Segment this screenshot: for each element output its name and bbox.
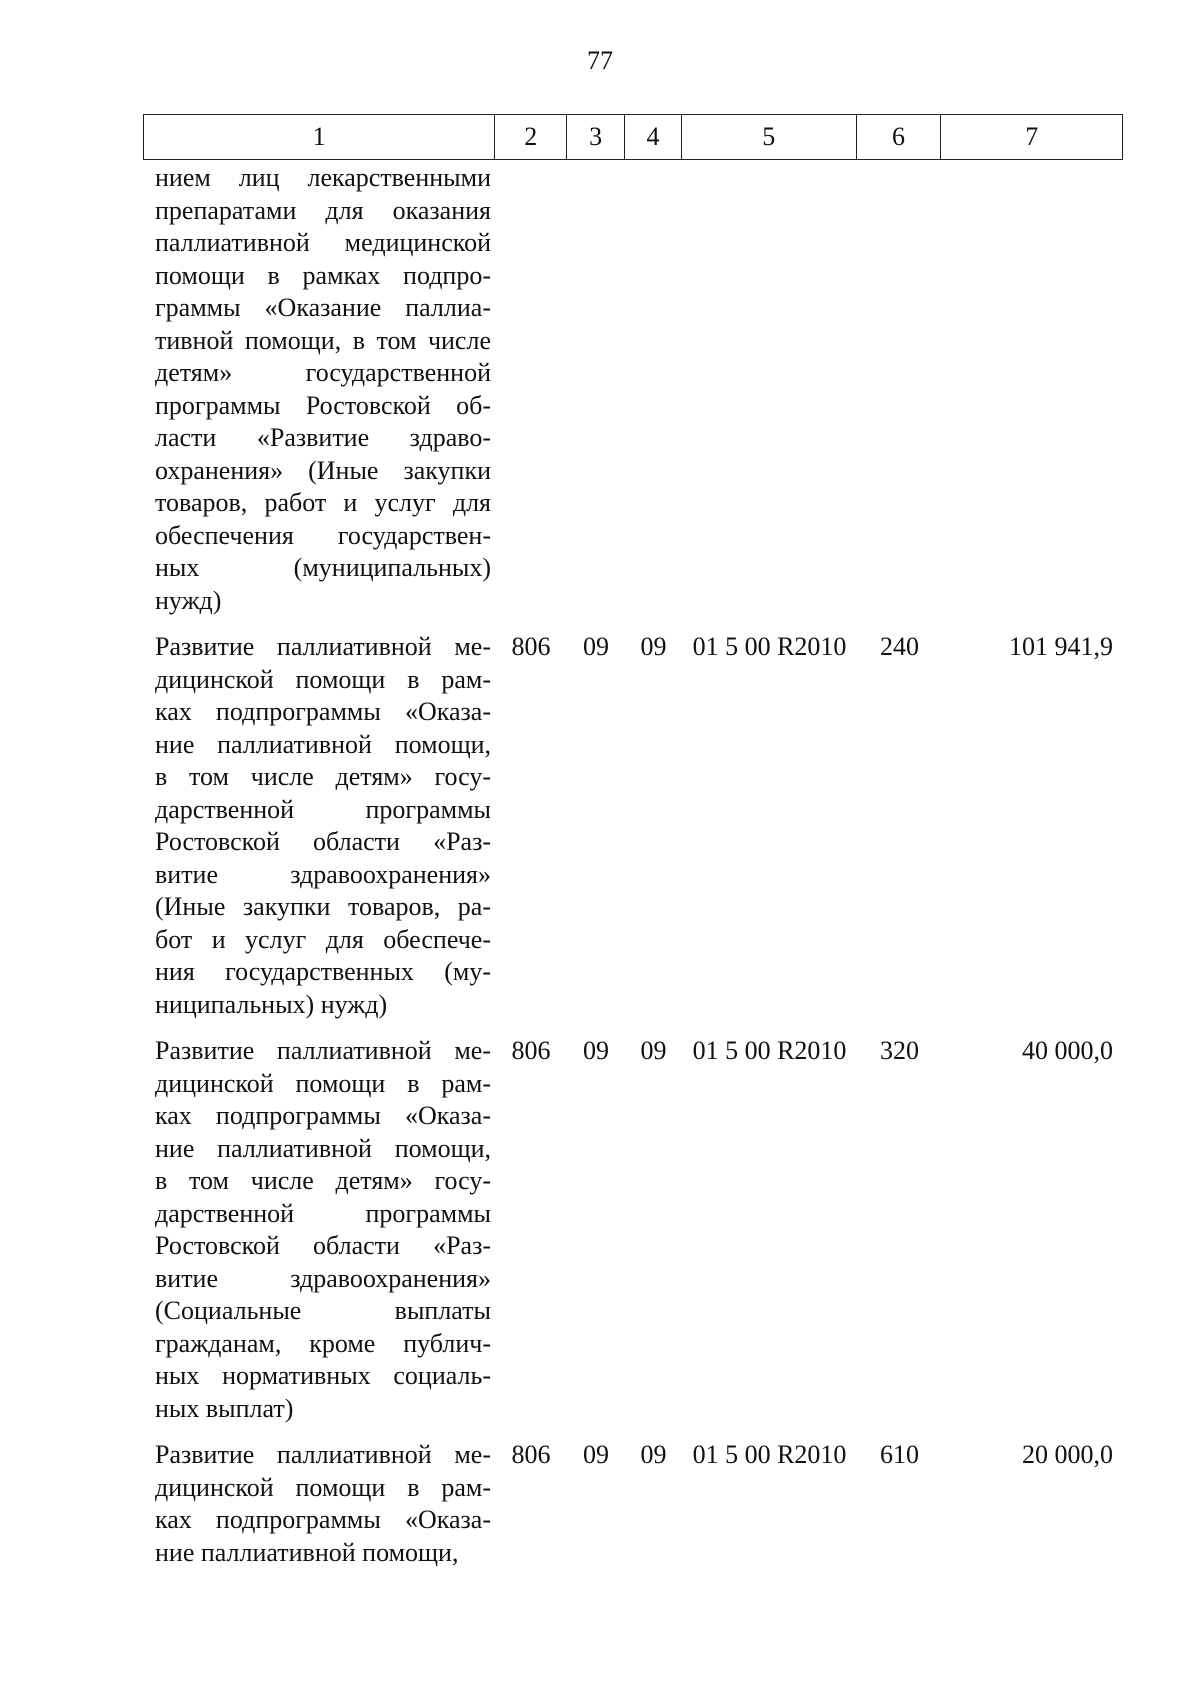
- target-article-cell: 01 5 00 R2010: [692, 1440, 847, 1469]
- table-header: [143, 114, 1123, 160]
- amount-cell: 20 000,0: [1022, 1440, 1113, 1469]
- description-line: ласти «Развитие здраво-: [155, 423, 491, 452]
- column-header-5: 5: [682, 115, 857, 159]
- target-article-cell: 01 5 00 R2010: [692, 632, 847, 661]
- description-line: обеспечения государствен-: [155, 520, 491, 550]
- section-code-cell: 09: [583, 1036, 609, 1065]
- row-description: [143, 162, 495, 617]
- column-header-2: 2: [495, 115, 567, 159]
- description-line: ных нормативных социаль-: [155, 1361, 491, 1390]
- description-line: ние паллиативной помощи,: [155, 1537, 459, 1567]
- description-line: ние паллиативной помощи,: [155, 1133, 491, 1163]
- description-line: граммы «Оказание паллиа-: [155, 293, 491, 322]
- description-line: дицинской помощи в рам-: [155, 1472, 491, 1502]
- description-line: помощи в рамках подпро-: [155, 260, 491, 290]
- section-code-cell: 09: [583, 1440, 609, 1469]
- description-line: Развитие паллиативной ме-: [155, 1036, 491, 1065]
- description-line: дарственной программы: [155, 794, 491, 824]
- description-line: детям» государственной: [155, 358, 491, 387]
- description-line: Ростовской области «Раз-: [155, 1231, 491, 1260]
- description-line: ках подпрограммы «Оказа-: [155, 697, 491, 726]
- description-line: дицинской помощи в рам-: [155, 664, 491, 694]
- column-header-1: 1: [144, 115, 495, 159]
- description-line: ных выплат): [155, 1393, 294, 1423]
- description-line: в том числе детям» госу-: [155, 1166, 491, 1195]
- description-line: ниципальных) нужд): [155, 989, 388, 1019]
- description-line: паллиативной медицинской: [155, 228, 491, 257]
- description-line: препаратами для оказания: [155, 195, 491, 225]
- subsection-code-cell: 09: [640, 1440, 667, 1469]
- description-line: ных (муниципальных): [155, 553, 491, 582]
- description-line: нием лиц лекарственными: [155, 163, 491, 192]
- amount-cell: 101 941,9: [1009, 632, 1113, 661]
- description-line: (Социальные выплаты: [155, 1296, 491, 1325]
- description-line: гражданам, кроме публич-: [155, 1328, 491, 1358]
- row-description: [143, 631, 495, 1021]
- expense-type-cell: 610: [880, 1440, 919, 1469]
- table-row: [143, 1439, 1123, 1569]
- expense-type-cell: 320: [880, 1036, 919, 1065]
- amount-cell: 40 000,0: [1022, 1036, 1113, 1065]
- description-line: дарственной программы: [155, 1198, 491, 1228]
- description-line: программы Ростовской об-: [155, 390, 491, 420]
- description-line: ние паллиативной помощи,: [155, 729, 491, 759]
- row-description: [143, 1035, 495, 1425]
- description-line: бот и услуг для обеспече-: [155, 924, 491, 954]
- ministry-code-cell: 806: [511, 1440, 551, 1469]
- subsection-code-cell: 09: [640, 632, 667, 661]
- description-line: витие здравоохранения»: [155, 1263, 491, 1293]
- description-line: охранения» (Иные закупки: [155, 455, 491, 485]
- description-line: Ростовской области «Раз-: [155, 827, 491, 856]
- expense-type-cell: 240: [880, 632, 919, 661]
- column-header-3: 3: [567, 115, 625, 159]
- column-header-4: 4: [625, 115, 682, 159]
- table-body: [143, 162, 1123, 1583]
- section-code-cell: 09: [583, 632, 609, 661]
- description-line: ках подпрограммы «Оказа-: [155, 1505, 491, 1534]
- description-line: витие здравоохранения»: [155, 859, 491, 889]
- target-article-cell: 01 5 00 R2010: [692, 1036, 847, 1065]
- description-line: (Иные закупки товаров, ра-: [155, 892, 491, 921]
- page-number: 77: [587, 46, 613, 75]
- description-line: тивной помощи, в том числе: [155, 325, 491, 355]
- description-line: нужд): [155, 585, 222, 615]
- table-row: [143, 162, 1123, 617]
- description-line: дицинской помощи в рам-: [155, 1068, 491, 1098]
- description-line: товаров, работ и услуг для: [155, 488, 491, 517]
- column-header-7: 7: [1025, 122, 1039, 151]
- description-line: Развитие паллиативной ме-: [155, 632, 491, 661]
- ministry-code-cell: 806: [511, 1036, 551, 1065]
- table-row: [143, 631, 1123, 1021]
- table-row: [143, 1035, 1123, 1425]
- description-line: ния государственных (му-: [155, 957, 491, 986]
- description-line: ках подпрограммы «Оказа-: [155, 1101, 491, 1130]
- description-line: в том числе детям» госу-: [155, 762, 491, 791]
- row-description: [143, 1439, 495, 1569]
- column-header-6: 6: [857, 115, 942, 159]
- subsection-code-cell: 09: [640, 1036, 667, 1065]
- ministry-code-cell: 806: [511, 632, 551, 661]
- description-line: Развитие паллиативной ме-: [155, 1440, 491, 1469]
